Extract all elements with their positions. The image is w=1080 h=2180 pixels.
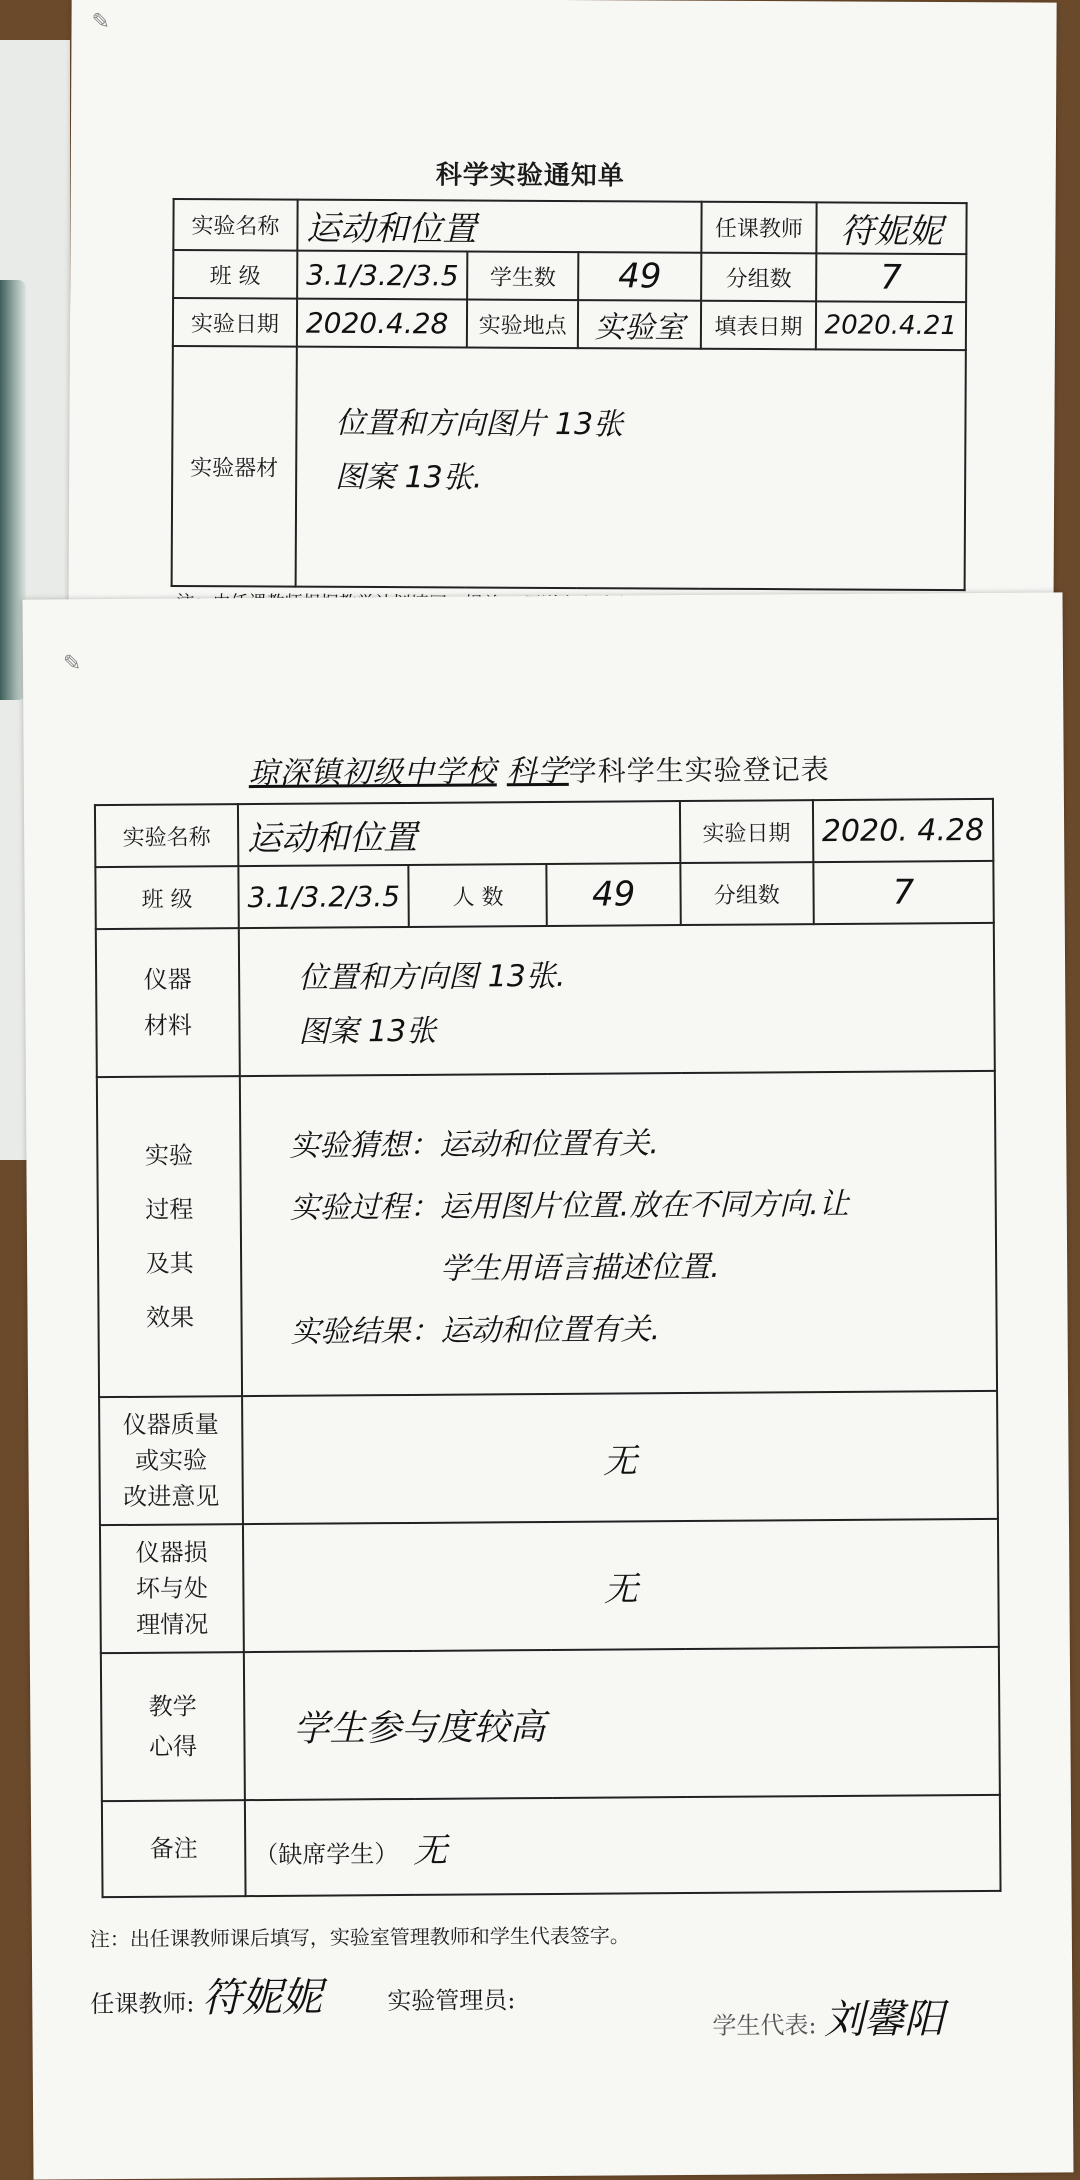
value-remarks (245, 1795, 1001, 1896)
value-location: 实验室 (578, 300, 701, 349)
value-exp-name: 运动和位置 (297, 200, 702, 253)
page-mark: ✎ (62, 651, 82, 677)
remarks-value: 无 (413, 1830, 448, 1871)
material-line-2: 图案 13张 (298, 1013, 437, 1050)
teacher-signature (90, 1966, 322, 2025)
notice-sheet (68, 0, 1056, 643)
process-line-2: 实验过程：运用图片位置.放在不同方向.让 (289, 1186, 849, 1226)
label-class: 班 级 (95, 866, 238, 929)
label-groups: 分组数 (701, 253, 816, 302)
value-fill-date: 2020.4.21 (815, 301, 966, 350)
value-teaching: 学生参与度较高 (244, 1647, 1000, 1800)
value-groups: 7 (813, 861, 994, 924)
teacher-sign-label: 任课教师: (90, 1989, 195, 2019)
register-sheet (22, 592, 1073, 2179)
label-exp-name: 实验名称 (95, 804, 238, 867)
label-students: 学生数 (468, 252, 579, 301)
label-materials: 实验器材 (172, 346, 297, 587)
school-name: 琼深镇初级中学校 (248, 754, 497, 792)
rep-sign-name: 刘馨阳 (824, 1996, 945, 2044)
label-fill-date: 填表日期 (701, 301, 816, 350)
label-damage: 仪器损 坏与处 理情况 (100, 1524, 244, 1653)
subject-name: 科学 (506, 753, 569, 790)
label-location: 实验地点 (467, 300, 578, 349)
value-teacher: 符妮妮 (816, 202, 967, 254)
label-materials: 仪器 材料 (96, 928, 240, 1077)
label-exp-date: 实验日期 (680, 800, 813, 863)
material-line-1: 位置和方向图 13张. (298, 958, 566, 996)
remarks-prefix: （缺席学生） (254, 1839, 399, 1869)
rep-sign-label: 学生代表: (712, 2011, 817, 2040)
admin-sign-label: 实验管理员: (387, 1986, 516, 2016)
register-table (94, 798, 1002, 1898)
label-quality: 仪器质量 或实验 改进意见 (99, 1396, 243, 1525)
label-exp-name: 实验名称 (173, 199, 297, 251)
value-groups: 7 (816, 253, 967, 302)
value-students: 49 (578, 252, 701, 301)
rep-signature (712, 1987, 944, 2046)
label-teacher: 任课教师 (702, 202, 817, 254)
value-process (240, 1071, 997, 1396)
value-materials (296, 347, 966, 590)
label-class: 班 级 (173, 250, 297, 299)
page-mark: ✎ (91, 9, 111, 35)
process-line-4: 实验结果：运动和位置有关. (290, 1312, 661, 1350)
material-line-2: 图案 13张. (335, 459, 483, 496)
teacher-sign-name: 符妮妮 (201, 1974, 323, 2022)
value-materials (239, 923, 995, 1076)
material-line-1: 位置和方向图片 13张 (335, 405, 624, 443)
value-class: 3.1/3.2/3.5 (238, 865, 409, 928)
notice-table (171, 198, 968, 591)
register-footnote: 注：出任课教师课后填写，实验室管理教师和学生代表签字。 (89, 1923, 630, 1952)
value-exp-date: 2020. 4.28 (813, 799, 994, 862)
title-suffix: 学科学生实验登记表 (568, 753, 830, 788)
label-process: 实验 过程 及其 效果 (97, 1076, 242, 1397)
label-exp-date: 实验日期 (173, 298, 297, 347)
label-remarks: 备注 (102, 1800, 246, 1897)
notice-title: 科学实验通知单 (435, 160, 625, 192)
register-title (249, 744, 830, 792)
value-exp-date: 2020.4.28 (297, 299, 468, 348)
admin-signature (387, 1980, 515, 2016)
value-exp-name: 运动和位置 (238, 801, 680, 866)
label-teaching: 教学 心得 (101, 1652, 245, 1801)
process-line-3: 学生用语言描述位置. (440, 1249, 720, 1287)
value-people: 49 (547, 863, 681, 926)
value-damage: 无 (243, 1519, 999, 1652)
value-quality: 无 (242, 1391, 998, 1524)
label-groups: 分组数 (680, 862, 813, 925)
value-class: 3.1/3.2/3.5 (297, 251, 468, 300)
label-people: 人 数 (409, 864, 547, 927)
process-line-1: 实验猜想：运动和位置有关. (289, 1126, 659, 1164)
